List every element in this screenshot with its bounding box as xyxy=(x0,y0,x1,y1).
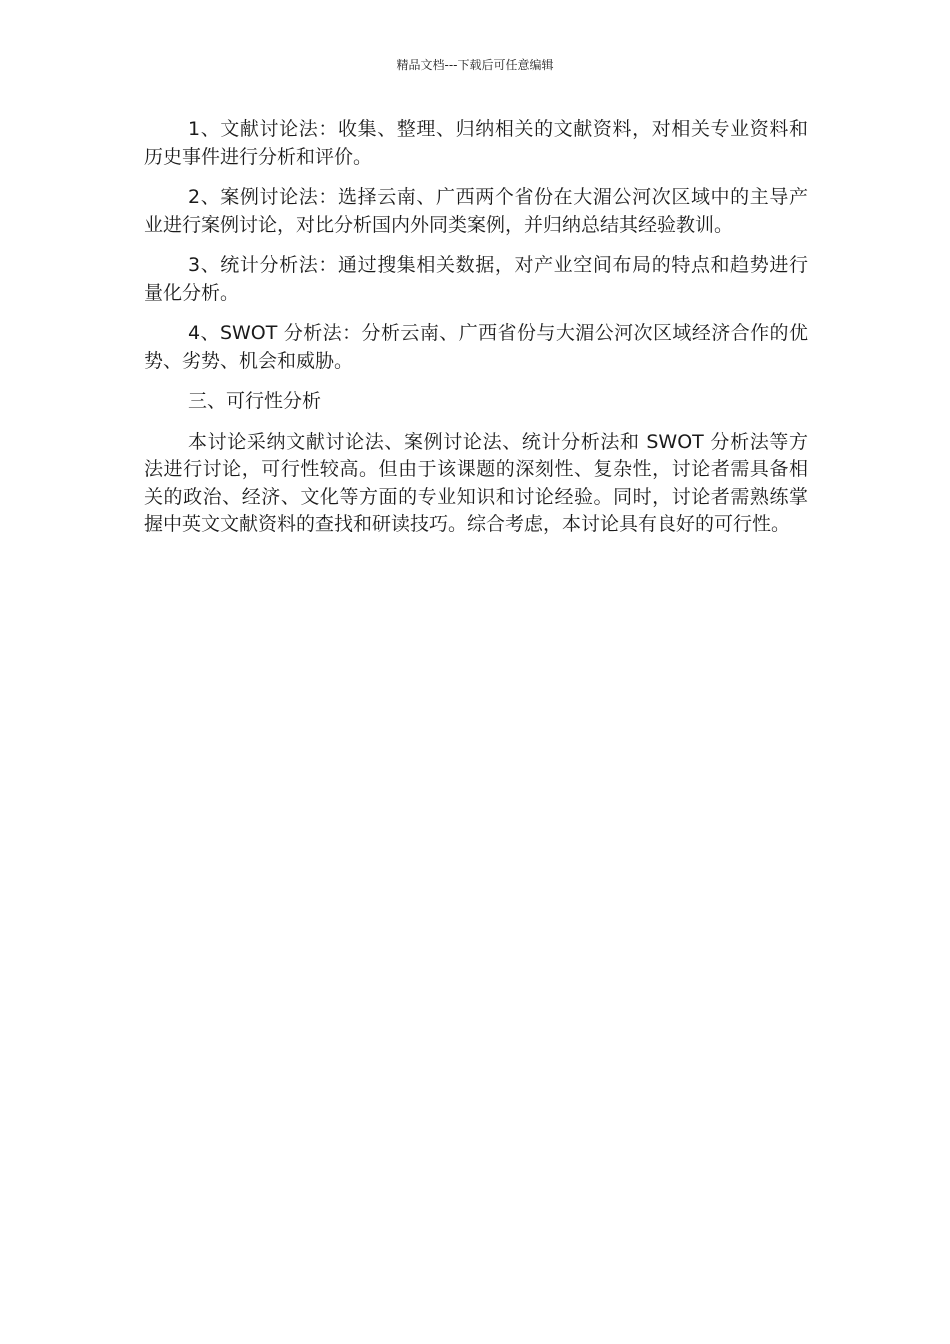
method-statistics-paragraph: 3、统计分析法：通过搜集相关数据，对产业空间布局的特点和趋势进行量化分析。 xyxy=(144,254,808,304)
method-case-study-paragraph: 2、案例讨论法：选择云南、广西两个省份在大湄公河次区域中的主导产业进行案例讨论，对比分析国内外同类案例，并归纳总结其经验教训。 xyxy=(144,186,808,236)
page-header: 精品文档---下载后可任意编辑 xyxy=(396,58,554,72)
method-swot-paragraph: 4、SWOT 分析法：分析云南、广西省份与大湄公河次区域经济合作的优势、劣势、机会和威胁。 xyxy=(144,322,808,372)
section-heading-feasibility: 三、可行性分析 xyxy=(188,390,322,412)
feasibility-paragraph: 本讨论采纳文献讨论法、案例讨论法、统计分析法和 SWOT 分析法等方法进行讨论，可行性较高。但由于该课题的深刻性、复杂性，讨论者需具备相关的政治、经济、文化等方面的专业知识和讨论经验。同时，讨论者需熟练掌握中英文文献资料的查找和研读技巧。综合考虑，本讨论具有良好的可行性。 xyxy=(144,430,808,535)
document-body xyxy=(144,116,808,552)
method-literature-paragraph: 1、文献讨论法：收集、整理、归纳相关的文献资料，对相关专业资料和历史事件进行分析和评价。 xyxy=(144,118,808,168)
